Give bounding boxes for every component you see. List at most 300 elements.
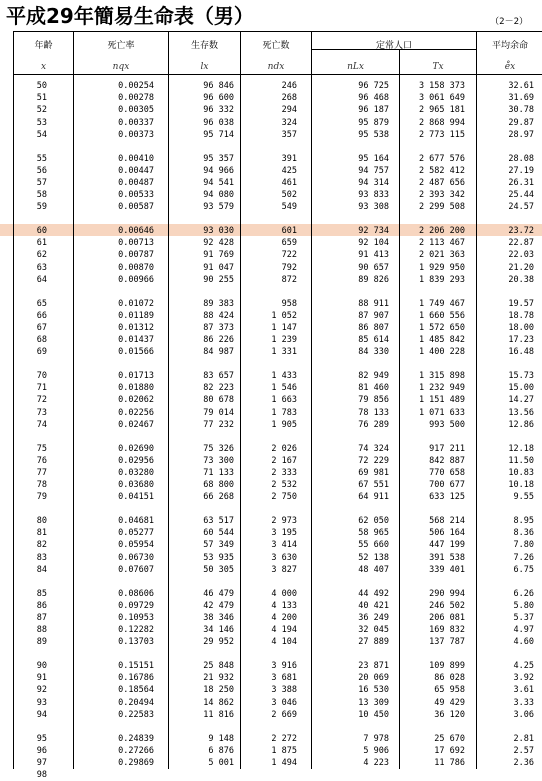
table-row [14,491,542,503]
deaths-cell: 792 [281,262,297,273]
e-cell: 14.27 [508,395,534,406]
mortality-cell: 0.02467 [118,419,154,430]
T-cell: 169 832 [429,625,465,636]
L-cell: 7 978 [363,733,389,744]
L-cell: 74 324 [358,443,389,454]
mortality-cell: 0.18564 [118,685,154,696]
table-row [14,249,542,261]
L-cell: 94 757 [358,165,389,176]
survivors-cell: 42 479 [203,600,234,611]
L-cell: 58 965 [358,528,389,539]
deaths-cell: 1 052 [271,310,297,321]
mortality-cell: 0.04151 [118,492,154,503]
table-row [14,636,542,648]
e-cell: 30.78 [508,105,534,116]
mortality-cell: 0.02956 [118,455,154,466]
age-cell: 67 [36,322,47,333]
mortality-cell: 0.00487 [118,177,154,188]
table-row [14,479,542,491]
age-cell: 81 [36,528,47,539]
L-cell: 92 734 [358,226,389,236]
mortality-cell: 0.00533 [118,190,154,201]
age-cell: 65 [36,298,47,309]
survivors-cell: 89 383 [203,298,234,309]
deaths-cell: 4 200 [271,612,297,623]
mortality-cell: 0.05277 [118,528,154,539]
T-cell: 391 538 [429,552,465,563]
mortality-cell: 0.00373 [118,129,154,140]
mortality-cell: 0.16786 [118,673,154,684]
mortality-cell: 0.00278 [118,93,154,104]
e-cell: 4.97 [513,625,534,636]
e-cell: 21.20 [508,262,534,273]
T-cell: 2 206 200 [418,226,465,236]
T-cell: 2 677 576 [418,153,465,164]
T-cell: 700 677 [429,480,465,491]
deaths-cell: 1 239 [271,335,297,346]
e-cell: 9.55 [513,492,534,503]
symbol-T: Tx [432,62,444,72]
T-cell: 3 061 649 [418,93,465,104]
survivors-cell: 91 769 [203,250,234,261]
L-cell: 72 229 [358,455,389,466]
table-row [14,697,542,709]
e-cell: 15.73 [508,371,534,381]
T-cell: 1 485 842 [418,335,465,346]
mortality-cell: 0.03680 [118,480,154,491]
survivors-cell: 6 876 [208,745,234,756]
mortality-cell: 0.00337 [118,117,154,128]
T-cell: 2 393 342 [418,190,465,201]
survivors-cell: 53 935 [203,552,234,563]
survivors-cell: 86 226 [203,335,234,346]
table-row [14,322,542,334]
deaths-cell: 1 331 [271,347,297,358]
T-cell: 2 868 994 [418,117,465,128]
T-cell: 3 158 373 [418,81,465,91]
deaths-cell: 425 [281,165,297,176]
T-cell: 1 400 228 [418,347,465,358]
age-cell: 93 [36,697,47,708]
survivors-cell: 5 001 [208,757,234,768]
mortality-cell: 0.07607 [118,564,154,575]
age-cell: 50 [36,81,47,91]
header-age: 年齢 [34,41,53,51]
survivors-cell: 14 862 [203,697,234,708]
table-row [14,346,542,358]
mortality-cell: 0.01566 [118,347,154,358]
L-cell: 86 807 [358,322,389,333]
age-cell: 66 [36,310,47,321]
symbol-age: x [40,62,47,72]
table-row [14,334,542,346]
L-cell: 96 187 [358,105,389,116]
survivors-cell: 96 332 [203,105,234,116]
T-cell: 842 887 [429,455,465,466]
L-cell: 88 911 [358,298,389,309]
L-cell: 44 492 [358,588,389,599]
e-cell: 31.69 [508,93,534,104]
table-row [14,92,542,104]
survivors-cell: 71 133 [203,467,234,478]
age-cell: 95 [36,733,47,744]
table-row [14,310,542,322]
deaths-cell: 2 973 [271,516,297,526]
header-mortality: 死亡率 [107,41,135,51]
table-row [14,201,542,213]
mortality-cell: 0.02062 [118,395,154,406]
L-cell: 93 308 [358,202,389,213]
deaths-cell: 1 875 [271,745,297,756]
age-cell: 56 [36,165,47,176]
T-cell: 1 929 950 [418,262,465,273]
table-row [14,129,542,141]
L-cell: 62 050 [358,516,389,526]
table-row [14,153,542,165]
L-cell: 40 421 [358,600,389,611]
L-cell: 81 460 [358,383,389,394]
T-cell: 25 670 [434,733,465,744]
table-row [14,757,542,769]
L-cell: 32 045 [358,625,389,636]
deaths-cell: 461 [281,177,297,188]
deaths-cell: 872 [281,274,297,285]
mortality-cell: 0.01072 [118,298,154,309]
survivors-cell: 95 357 [203,153,234,164]
age-cell: 74 [36,419,47,430]
age-cell: 59 [36,202,47,213]
L-cell: 91 413 [358,250,389,261]
table-row [14,262,542,274]
symbol-mortality: nqx [112,62,130,72]
age-cell: 71 [36,383,47,394]
T-cell: 137 787 [429,637,465,648]
mortality-cell: 0.22583 [118,709,154,720]
table-row [14,733,542,745]
e-cell: 3.61 [513,685,534,696]
table-row [14,527,542,539]
age-cell: 55 [36,153,47,164]
table-row [14,467,542,479]
T-cell: 246 502 [429,600,465,611]
age-cell: 54 [36,129,47,140]
T-cell: 339 401 [429,564,465,575]
deaths-cell: 4 194 [271,625,297,636]
deaths-cell: 4 133 [271,600,297,611]
e-cell: 8.36 [513,528,534,539]
table-row [14,407,542,419]
T-cell: 65 958 [434,685,465,696]
e-cell: 2.81 [513,733,534,744]
survivors-cell: 82 223 [203,383,234,394]
deaths-cell: 2 333 [271,467,297,478]
T-cell: 86 028 [434,673,465,684]
survivors-cell: 73 300 [203,455,234,466]
survivors-cell: 96 600 [203,93,234,104]
age-cell: 91 [36,673,47,684]
mortality-cell: 0.20494 [118,697,154,708]
mortality-cell: 0.00254 [118,81,154,91]
mortality-cell: 0.00646 [118,226,154,236]
T-cell: 1 839 293 [418,274,465,285]
T-cell: 2 021 363 [418,250,465,261]
T-cell: 568 214 [429,516,465,526]
e-cell: 3.92 [513,673,534,684]
deaths-cell: 324 [281,117,297,128]
T-cell: 109 899 [429,661,465,671]
mortality-cell: 0.13703 [118,637,154,648]
age-cell: 98 [36,770,47,781]
mortality-cell: 0.00713 [118,238,154,249]
table-row [14,443,542,455]
L-cell: 52 138 [358,552,389,563]
e-cell: 29.87 [508,117,534,128]
table-row [14,552,542,564]
survivors-cell: 95 714 [203,129,234,140]
age-cell: 73 [36,407,47,418]
survivors-cell: 94 541 [203,177,234,188]
e-cell: 10.83 [508,467,534,478]
e-cell: 4.60 [513,637,534,648]
e-cell: 23.72 [508,226,534,236]
L-cell: 64 911 [358,492,389,503]
T-cell: 49 429 [434,697,465,708]
L-cell: 94 314 [358,177,389,188]
deaths-cell: 2 669 [271,709,297,720]
table-row [14,709,542,721]
T-cell: 993 500 [429,419,465,430]
T-cell: 770 658 [429,467,465,478]
L-cell: 5 906 [363,745,389,756]
mortality-cell: 0.01713 [118,371,154,381]
L-cell: 79 856 [358,395,389,406]
deaths-cell: 3 681 [271,673,297,684]
T-cell: 447 199 [429,540,465,551]
survivors-cell: 84 987 [203,347,234,358]
age-cell: 88 [36,625,47,636]
table-row [14,80,542,92]
e-cell: 12.18 [508,443,534,454]
mortality-cell: 0.00787 [118,250,154,261]
e-cell: 18.00 [508,322,534,333]
table-row [14,177,542,189]
age-cell: 61 [36,238,47,249]
deaths-cell: 294 [281,105,297,116]
e-cell: 28.08 [508,153,534,164]
deaths-cell: 1 663 [271,395,297,406]
deaths-cell: 357 [281,129,297,140]
e-cell: 8.95 [513,516,534,526]
e-cell: 22.87 [508,238,534,249]
T-cell: 2 773 115 [418,129,465,140]
table-row [14,515,542,527]
mortality-cell: 0.00870 [118,262,154,273]
table-row [14,237,542,249]
T-cell: 206 081 [429,612,465,623]
age-cell: 51 [36,93,47,104]
mortality-cell: 0.03280 [118,467,154,478]
e-cell: 4.25 [513,661,534,671]
deaths-cell: 3 827 [271,564,297,575]
age-cell: 85 [36,588,47,599]
deaths-cell: 246 [281,81,297,91]
table-row [14,455,542,467]
T-cell: 2 113 467 [418,238,465,249]
survivors-cell: 93 579 [203,202,234,213]
deaths-cell: 1 905 [271,419,297,430]
age-cell: 79 [36,492,47,503]
deaths-cell: 3 630 [271,552,297,563]
age-cell: 80 [36,516,47,526]
survivors-cell: 83 657 [203,371,234,381]
e-cell: 22.03 [508,250,534,261]
L-cell: 69 981 [358,467,389,478]
L-cell: 76 289 [358,419,389,430]
survivors-cell: 94 080 [203,190,234,201]
mortality-cell: 0.27266 [118,745,154,756]
table-row [14,370,542,382]
table-row [14,394,542,406]
e-cell: 16.48 [508,347,534,358]
mortality-cell: 0.06730 [118,552,154,563]
deaths-cell: 1 783 [271,407,297,418]
age-cell: 82 [36,540,47,551]
age-cell: 76 [36,455,47,466]
L-cell: 27 889 [358,637,389,648]
survivors-cell: 29 952 [203,637,234,648]
L-cell: 23 871 [358,661,389,671]
table-row [14,612,542,624]
survivors-cell: 80 678 [203,395,234,406]
L-cell: 55 660 [358,540,389,551]
e-cell: 2.57 [513,745,534,756]
e-cell: 24.57 [508,202,534,213]
survivors-cell: 63 517 [203,516,234,526]
deaths-cell: 1 546 [271,383,297,394]
page-title: 平成29年簡易生命表（男） [6,4,254,28]
survivors-cell: 66 268 [203,492,234,503]
age-cell: 86 [36,600,47,611]
mortality-cell: 0.01880 [118,383,154,394]
age-cell: 83 [36,552,47,563]
L-cell: 89 826 [358,274,389,285]
T-cell: 2 582 412 [418,165,465,176]
header-deaths: 死亡数 [262,41,290,51]
T-cell: 633 125 [429,492,465,503]
age-cell: 89 [36,637,47,648]
L-cell: 85 614 [358,335,389,346]
survivors-cell: 38 346 [203,612,234,623]
symbol-e: e̊x [504,62,516,72]
L-cell: 10 450 [358,709,389,720]
e-cell: 27.19 [508,165,534,176]
L-cell: 48 407 [358,564,389,575]
T-cell: 1 572 650 [418,322,465,333]
L-cell: 95 879 [358,117,389,128]
e-cell: 7.80 [513,540,534,551]
symbol-survivors: lx [200,62,209,72]
survivors-cell: 75 326 [203,443,234,454]
L-cell: 95 164 [358,153,389,164]
survivors-cell: 11 816 [203,709,234,720]
table-row [14,769,542,781]
page-number: （2－2） [490,17,528,27]
mortality-cell: 0.00966 [118,274,154,285]
mortality-cell: 0.10953 [118,612,154,623]
L-cell: 92 104 [358,238,389,249]
age-cell: 64 [36,274,47,285]
mortality-cell: 0.15151 [118,661,154,671]
T-cell: 1 660 556 [418,310,465,321]
mortality-cell: 0.00587 [118,202,154,213]
table-row [14,189,542,201]
survivors-cell: 57 349 [203,540,234,551]
e-cell: 32.61 [508,81,534,91]
survivors-cell: 91 047 [203,262,234,273]
e-cell: 12.86 [508,419,534,430]
mortality-cell: 0.12282 [118,625,154,636]
e-cell: 19.57 [508,298,534,309]
T-cell: 1 749 467 [418,298,465,309]
table-row [14,624,542,636]
deaths-cell: 1 433 [271,371,297,381]
age-cell: 53 [36,117,47,128]
survivors-cell: 68 800 [203,480,234,491]
deaths-cell: 3 916 [271,661,297,671]
e-cell: 18.78 [508,310,534,321]
table-row [14,298,542,310]
survivors-cell: 9 148 [208,733,234,744]
table-row [14,745,542,757]
age-cell: 62 [36,250,47,261]
mortality-cell: 0.01189 [118,310,154,321]
deaths-cell: 659 [281,238,297,249]
deaths-cell: 549 [281,202,297,213]
survivors-cell: 88 424 [203,310,234,321]
deaths-cell: 268 [281,93,297,104]
T-cell: 2 965 181 [418,105,465,116]
e-cell: 7.26 [513,552,534,563]
deaths-cell: 2 167 [271,455,297,466]
age-cell: 90 [36,661,47,671]
L-cell: 96 725 [358,81,389,91]
mortality-cell: 0.00410 [118,153,154,164]
deaths-cell: 1 147 [271,322,297,333]
mortality-cell: 0.01437 [118,335,154,346]
deaths-cell: 4 104 [271,637,297,648]
age-cell: 92 [36,685,47,696]
survivors-cell: 92 428 [203,238,234,249]
survivors-cell: 93 030 [203,226,234,236]
age-cell: 75 [36,443,47,454]
mortality-cell: 0.02690 [118,443,154,454]
e-cell: 6.26 [513,588,534,599]
T-cell: 17 692 [434,745,465,756]
table-row [14,660,542,672]
e-cell: 26.31 [508,177,534,188]
age-cell: 72 [36,395,47,406]
L-cell: 95 538 [358,129,389,140]
e-cell: 25.44 [508,190,534,201]
deaths-cell: 3 414 [271,540,297,551]
age-cell: 69 [36,347,47,358]
table-row [14,672,542,684]
e-cell: 10.18 [508,480,534,491]
age-cell: 96 [36,745,47,756]
deaths-cell: 502 [281,190,297,201]
header-survivors: 生存数 [190,41,218,51]
T-cell: 2 487 656 [418,177,465,188]
